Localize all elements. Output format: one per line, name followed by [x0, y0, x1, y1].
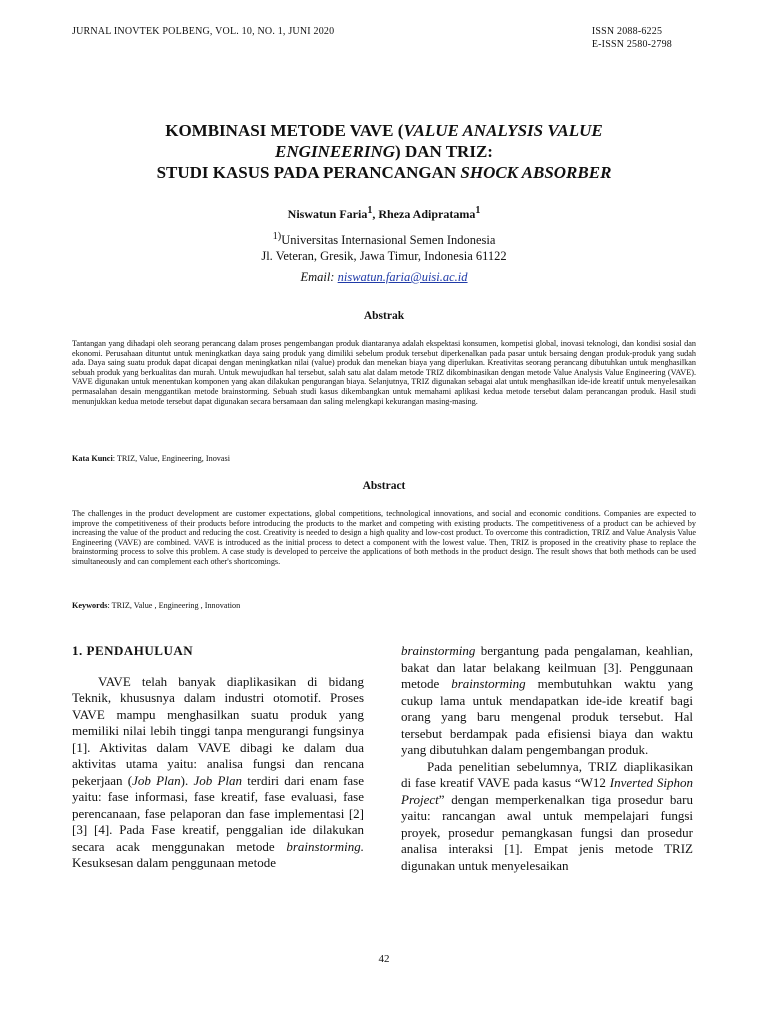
rp1-a: bergantung pada pengalaman, keahlian, bakat dan latar belakang keilmuan [3]. Penggunaan metode — [401, 643, 693, 691]
abstrak-keywords — [72, 454, 696, 464]
eissn: E-ISSN 2580-2798 — [591, 39, 672, 50]
email-label: Email: — [300, 270, 338, 284]
abstrak-kw-text: : TRIZ, Value, Engineering, Inovasi — [112, 454, 230, 463]
author-separator: , — [372, 207, 379, 221]
affiliation-sup: 1) — [272, 231, 282, 242]
authors — [0, 205, 768, 222]
journal-header: JURNAL INOVTEK POLBENG, VOL. 10, NO. 1, JUNI 2020 — [72, 26, 335, 37]
right-paragraph-1 — [401, 643, 693, 759]
lp1-d: Kesuksesan dalam penggunaan metode — [72, 855, 276, 870]
lp1-i1: Job Plan — [132, 772, 181, 788]
rp1-i1: brainstorming — [401, 643, 476, 658]
title-line2-a: ENGINEERING — [275, 142, 396, 161]
lp1-a: VAVE telah banyak diaplikasikan di bidang Teknik, khususnya dalam industri otomotif. Proses VAVE mampu menghasilkan suatu produk yang memiliki nilai lebih tinggi tanpa mengurangi fungsinya [1]. Aktivitas dalam VAVE dibagi ke dalam dua aktivitas utama yaitu: analisa fungsi dan rencana pekerjaan ( — [72, 673, 364, 788]
email-link[interactable]: niswatun.faria@uisi.ac.id — [337, 270, 468, 284]
author-1: Niswatun Faria — [287, 207, 368, 221]
title-line1-b: VALUE ANALYSIS VALUE — [403, 121, 603, 140]
abstrak-text: Tantangan yang dihadapi oleh seorang perancang dalam proses pengembangan produk diantaranya adalah ekspektasi konsumen, kompetisi global, inovasi teknologi, dan kondisi sosial dan ekonomi. Perusahaan dituntut untuk meningkatkan daya saing produk yang dimiliki sebelum produk tersebut diperkenalkan pada pasar untuk bersaing dengan produk-produk yang sudah ada. Daya saing suatu produk dapat dicapai dengan meningkatkan nilai (value) produk dan menekan biaya yang diperlukan. Kreativitas seorang perancang dibutuhkan untuk menghasilkan sebuah produk yang berkualitas dan murah. Untuk mewujudkan hal tersebut, salah satu alat dalam metode TRIZ dikombinasikan dengan metode Value Analysis Value Engineering (VAVE). VAVE digunakan untuk menentukan komponen yang akan dilakukan pengurangan biaya. Selanjutnya, TRIZ digunakan sebagai alat untuk menghasilkan ide-ide kreatif untuk menyelesaikan permasalahan desain menggantikan metode brainstorming. Sebuah studi kasus dikembangkan untuk memahami aplikasi kedua metode tersebut dalam perancangan produk. Hasil studi menunjukkan kedua metode tersebut dapat digunakan secara bersamaan dan saling melengkapi kekurangan masing-masing. — [72, 339, 696, 406]
lp1-c: terdiri dari enam fase yaitu: fase informasi, fase kreatif, fase evaluasi, fase perencanaan, fase pelaporan dan fase implementasi [2] [3] [4]. Pada Fase kreatif, penggalian ide dilakukan secara acak menggunakan metode — [72, 772, 364, 854]
institution: Universitas Internasional Semen Indonesia — [281, 233, 496, 248]
author-2-sup: 1 — [475, 205, 481, 216]
left-column — [72, 643, 364, 872]
abstrak-heading: Abstrak — [363, 310, 405, 322]
title-line3-a: STUDI KASUS PADA PERANCANGAN — [156, 163, 461, 182]
lp1-i2: Job Plan — [193, 772, 243, 788]
issn: ISSN 2088-6225 — [591, 26, 663, 37]
issn-header — [592, 25, 672, 51]
email-line — [0, 270, 768, 285]
rp1-i2: brainstorming — [451, 676, 526, 691]
title-line2-b: ) DAN TRIZ: — [395, 142, 493, 161]
lp1-i3: brainstorming. — [286, 838, 364, 854]
rp2-a: Pada penelitian sebelumnya, TRIZ diaplikasikan di fase kreatif VAVE pada kasus “W12 — [401, 758, 693, 790]
rp2-b: ” dengan memperkenalkan tiga prosedur baru yaitu: rancangan awal untuk mempelajari fungsi proyek, prosedur pemangkasan fungsi dan prosedur analisa interaksi [1]. Empat jenis metode TRIZ digunakan untuk menyelesaikan — [401, 791, 693, 873]
abstract-keywords — [72, 601, 696, 611]
right-column — [401, 643, 693, 874]
rp2-i1: Inverted Siphon Project — [401, 775, 693, 807]
title-line3-b: SHOCK ABSORBER — [460, 163, 612, 182]
abstrak-kw-label: Kata Kunci — [72, 454, 113, 463]
page-number: 42 — [378, 953, 390, 965]
abstract-heading: Abstract — [362, 480, 406, 492]
left-paragraph-1 — [72, 674, 364, 872]
paper-title — [80, 120, 688, 183]
address: Jl. Veteran, Gresik, Jawa Timur, Indonesia 61122 — [261, 249, 507, 264]
title-line1-a: KOMBINASI METODE VAVE ( — [165, 121, 404, 140]
right-paragraph-2 — [401, 759, 693, 875]
abstract-kw-text: : TRIZ, Value , Engineering , Innovation — [107, 601, 241, 610]
affiliation — [0, 229, 768, 264]
author-1-sup: 1 — [367, 205, 373, 216]
abstract-kw-label: Keywords — [72, 601, 108, 610]
section-heading-pendahuluan: 1. PENDAHULUAN — [72, 643, 194, 658]
lp1-b: ). — [180, 772, 194, 788]
author-2: Rheza Adipratama — [378, 207, 476, 221]
rp1-b: membutuhkan waktu yang cukup lama untuk mendapatkan ide-ide kreatif bagi orang yang baru mengenal produk tersebut. Hal tersebut berdampak pada efisiensi biaya dan waktu yang dibutuhkan dalam pengembangan produk. — [401, 676, 694, 757]
abstract-text: The challenges in the product development are customer expectations, global competitions, technological innovations, and social and economic conditions. Companies are expected to improve the competitiveness of their products before introducing the products to the market and competing with existing products. The competitiveness of a product can be achieved by increasing the value of the product and reducing the cost. Creativity is needed to design a high quality and low-cost product. To overcome this contradiction, TRIZ and Value Analysis Value Engineering (VAVE) are combined. VAVE is introduced as the initial process to detect a component with the lowest value. Then, TRIZ is proposed in the creativity phase to replace the brainstorming process to solve this problem. A case study is developed to perceive the applications of both methods in the product design. The result shows that both methods can be used simultaneously and can complement each other's shortcomings. — [72, 509, 696, 566]
